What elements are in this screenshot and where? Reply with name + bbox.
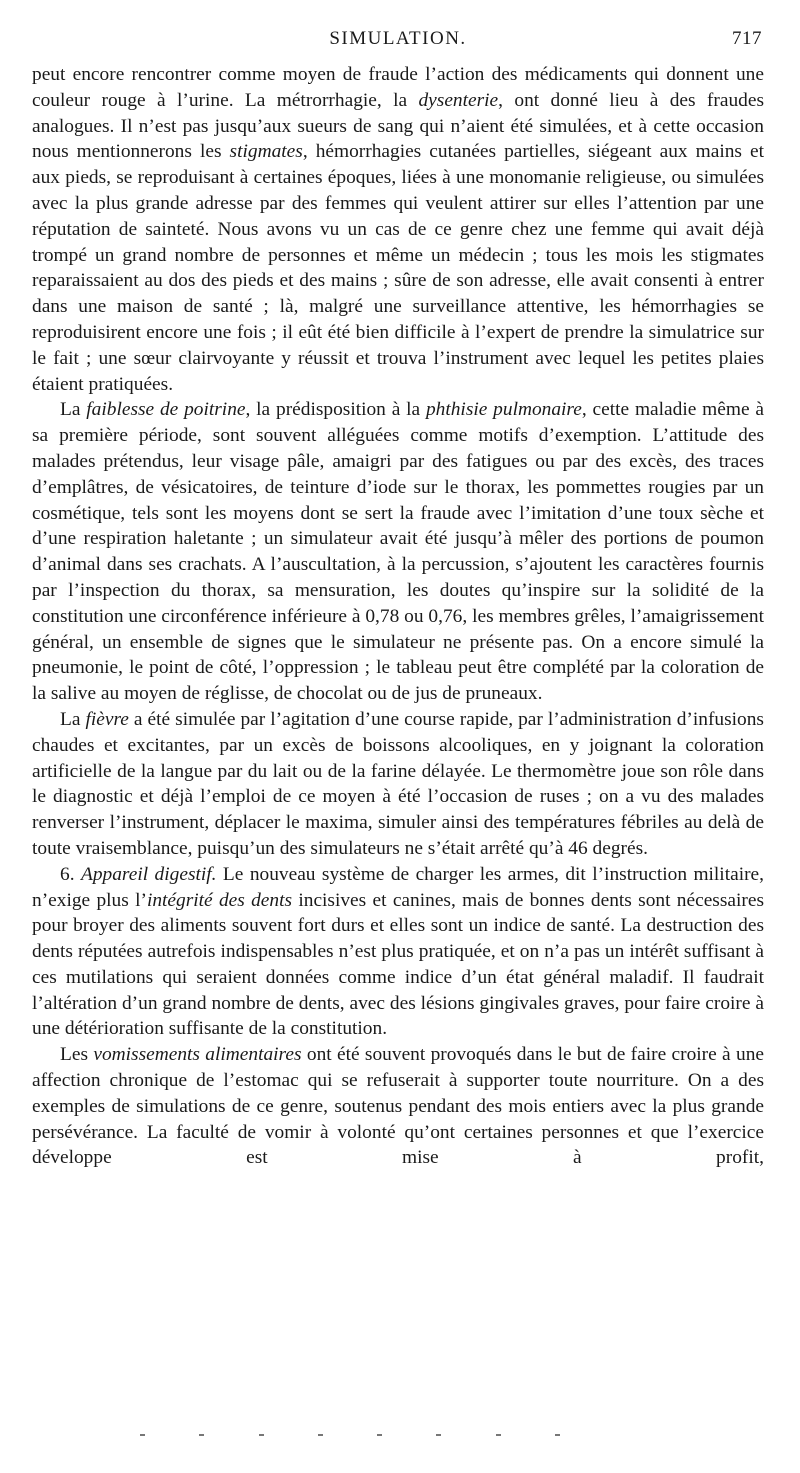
running-head: SIMULATION. [329,28,467,49]
text-run: Les [60,1044,94,1066]
text-run: Le nouveau système de charger les armes, dit l’instruction militaire, n’exige plus l’ [32,863,764,911]
paragraph-phthisie [32,397,764,707]
text-run: La [60,708,86,730]
book-page [32,28,764,1171]
paragraph-appareil-digestif [32,862,764,1043]
text-run: , hémorrhagies cutanées partielles, siégeant aux mains et aux pieds, se reproduisant à certaines époques, liées à une monomanie religieuse, ou simulées avec la plus grande adresse par des femmes qui veulent attirer sur elles l’attention par une réputation de sainteté. Nous avons vu un cas de ce genre chez une femme qui avait déjà trompé un grand nombre de personnes et même un médecin ; tous les mois les stigmates reparaissaient au dos des pieds et des mains ; sûre de son adresse, elle avait consenti à entrer dans une maison de santé ; là, malgré une surveillance attentive, les hémorrhagies se reproduisirent encore une fois ; il eût été bien difficile à l’expert de prendre la simulatrice sur le fait ; une sœur clairvoyante y réussit et trouva l’instrument avec lequel les petites plaies étaient pratiquées. [32,141,764,395]
page-header [32,28,764,58]
italic-term: fièvre [85,708,129,730]
paragraph-vomissements [32,1042,764,1171]
paragraph-fievre [32,707,764,862]
text-run: peut encore rencontrer comme moyen de fraude l’action des médicaments qui donnent une couleur rouge à l’urine. La métrorrhagie, la [32,64,764,111]
text-run: , ont donné lieu à des fraudes analogues. Il n’est pas jusqu’aux sueurs de sang qui n’aient été simulées, et à cette occasion nous mentionnerons les [32,89,764,163]
italic-term: intégrité des dents [146,889,293,911]
footer-print-marks [140,1432,560,1438]
italic-term: phthisie pulmonaire [425,399,582,421]
text-run: incisives et canines, mais de bonnes dents sont nécessaires pour broyer des aliments souvent fort durs et elles sont un indice de santé. La destruction des dents réputées autrefois indispensables n’est plus pratiquée, et on n’a pas un intérêt suffisant à ces mutilations qui seraient données comme indice d’un état général maladif. Il faudrait l’altération d’un grand nombre de dents, avec des lésions gingivales graves, pour faire croire à une détérioration suffisante de la constitution. [32,889,764,1040]
italic-term: stigmates [229,141,303,163]
text-run: a été simulée par l’agitation d’une course rapide, par l’administration d’infusions chaudes et excitantes, par un excès de boissons alcooliques, en y joignant la coloration artificielle de la langue par du lait ou de la farine délayée. Le thermomètre joue son rôle dans le diagnostic et déjà l’emploi de ce moyen à été l’occasion de ruses ; on a vu des malades renverser l’instrument, déplacer le maxima, simuler ainsi des températures fébriles au delà de toute vraisemblance, puisqu’un des simulateurs ne s’était arrêté qu’à 46 degrés. [32,708,764,859]
page-number: 717 [732,28,762,49]
text-run: 6. [60,863,81,885]
italic-term: vomissements alimentaires [93,1044,302,1066]
italic-term: faiblesse de poitrine [86,399,246,421]
text-run: , la prédisposition à la [245,399,426,421]
body-text [32,62,764,1171]
paragraph-stigmates [32,62,764,397]
italic-term: dysenterie [418,89,499,111]
text-run: ont été souvent provoqués dans le but de faire croire à une affection chronique de l’estomac qui se refuserait à supporter toute nourriture. On a des exemples de simulations de ce genre, soutenus pendant des mois entiers avec la plus grande persévérance. La faculté de vomir à volonté qu’ont certaines personnes et que l’exercice développe est mise à profit, [32,1044,764,1169]
text-run: , cette maladie même à sa première période, sont souvent alléguées comme motifs d’exemption. L’attitude des malades prétendus, leur visage pâle, amaigri par des fatigues ou par des excès, des traces d’emplâtres, de vésicatoires, de teinture d’iode sur le thorax, les pommettes rougies par un cosmétique, tels sont les moyens dont se sert la fraude avec l’imitation d’une toux sèche et d’une respiration haletante ; un simulateur avait été jusqu’à mêler des portions de poumon d’animal dans ses crachats. A l’auscultation, à la percussion, s’ajoutent les caractères fournis par l’inspection du thorax, sa mensuration, les doutes qu’inspire sur la solidité de la constitution une circonférence inférieure à 0,78 ou 0,76, les membres grêles, l’amaigrissement général, un ensemble de signes que le simulateur ne présente pas. On a encore simulé la pneumonie, le point de côté, l’oppression ; le tableau peut être complété par la coloration de la salive au moyen de réglisse, de chocolat ou de jus de pruneaux. [32,399,764,705]
text-run: La [60,399,87,421]
italic-term: Appareil digestif. [80,863,217,885]
